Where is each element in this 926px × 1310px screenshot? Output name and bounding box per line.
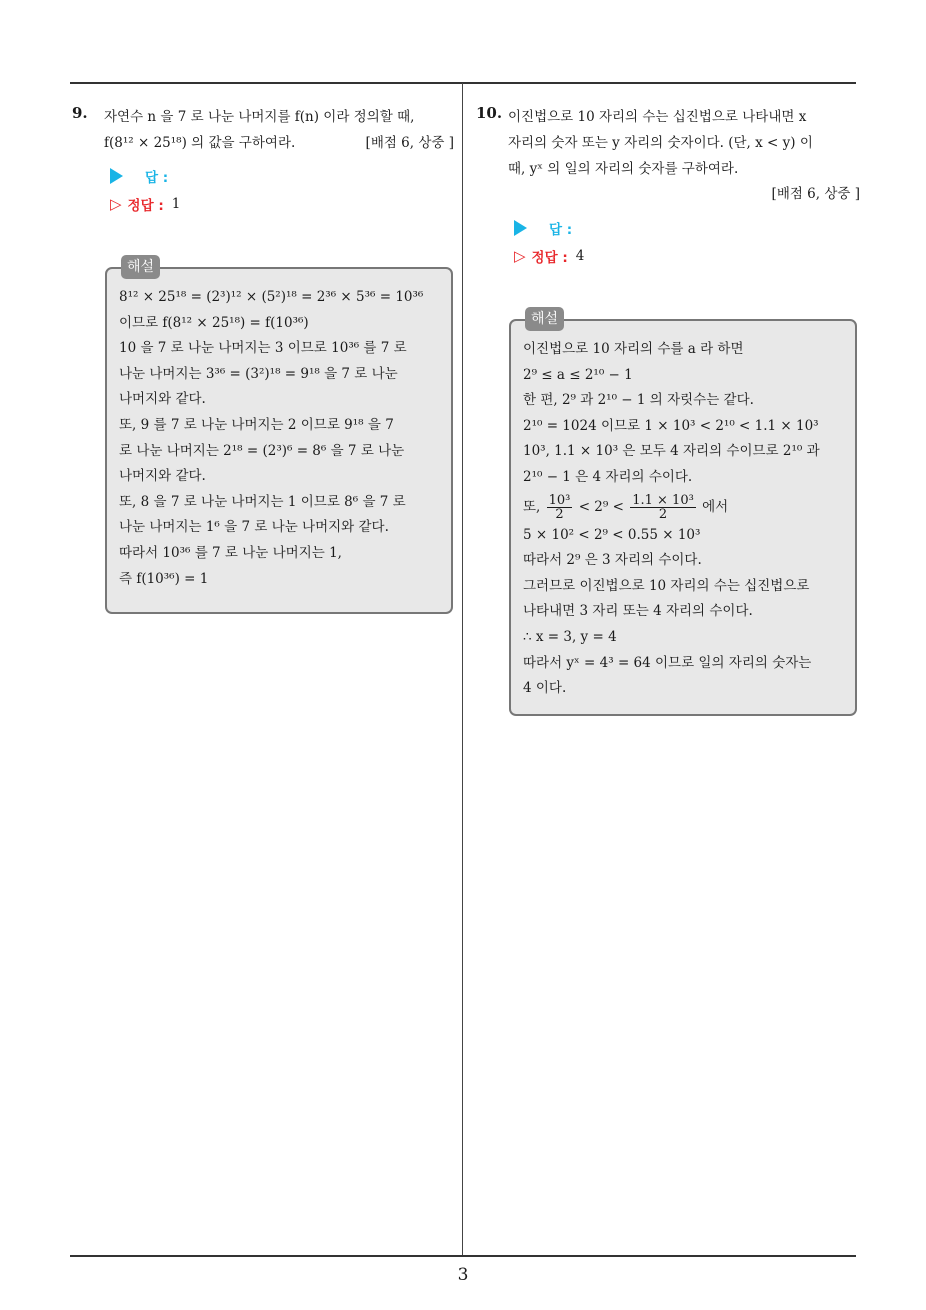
- fraction-line: [523, 491, 843, 523]
- question-line: 자연수 n 을 7 로 나눈 나머지를 f(n) 이라 정의할 때,: [104, 109, 415, 125]
- score-label: [배점 6, 상중 ]: [771, 186, 860, 202]
- triangle-play-icon: [514, 220, 527, 236]
- question-line: [104, 130, 454, 156]
- correct-value: 4: [575, 248, 585, 264]
- question-text: [104, 104, 454, 156]
- answer-label: 답 :: [549, 222, 573, 238]
- question-9: [72, 104, 454, 218]
- solution-line: 따라서 2⁹ 은 3 자리의 수이다.: [523, 552, 702, 569]
- solution-tag: 해설: [525, 307, 564, 331]
- solution-line: 나타내면 3 자리 또는 4 자리의 수이다.: [523, 603, 753, 620]
- question-line: 이진법으로 10 자리의 수는 십진법으로 나타내면 x: [508, 109, 807, 125]
- fraction-1-numerator: 10³: [548, 492, 571, 508]
- question-line: 자리의 숫자 또는 y 자리의 숫자이다. (단, x < y) 이: [508, 135, 813, 151]
- solution-line: 이진법으로 10 자리의 수를 a 라 하면: [523, 341, 744, 357]
- answer-label: 답 :: [145, 170, 169, 186]
- solution-line: 이므로 f(8¹² × 25¹⁸) = f(10³⁶): [119, 314, 309, 331]
- solution-line: 나머지와 같다.: [119, 391, 206, 408]
- solution-line: 한 편, 2⁹ 과 2¹⁰ − 1 의 자릿수는 같다.: [523, 392, 754, 409]
- solution-line: 즉 f(10³⁶) = 1: [119, 570, 209, 587]
- solution-tag: 해설: [121, 255, 160, 279]
- solution-line: 나눈 나머지는 3³⁶ = (3²)¹⁸ = 9¹⁸ 을 7 로 나눈: [119, 365, 398, 382]
- fraction-2-denominator: 2: [658, 506, 668, 522]
- correct-answer-row: [514, 242, 860, 270]
- solution-line: 2¹⁰ = 1024 이므로 1 × 10³ < 2¹⁰ < 1.1 × 10³: [523, 417, 819, 434]
- triangle-outline-icon: ▷: [514, 247, 526, 265]
- solution-line: 8¹² × 25¹⁸ = (2³)¹² × (5²)¹⁸ = 2³⁶ × 5³⁶ = 10³⁶: [119, 289, 424, 305]
- fraction-2-numerator: 1.1 × 10³: [632, 492, 694, 508]
- score-label: [배점 6, 상중 ]: [365, 135, 454, 151]
- question-line: 때, yˣ 의 일의 자리의 숫자를 구하여라.: [508, 161, 739, 177]
- question-10: [476, 104, 860, 270]
- solution-line: 따라서 10³⁶ 를 7 로 나눈 나머지는 1,: [119, 544, 342, 561]
- correct-answer-row: [110, 190, 454, 218]
- triangle-outline-icon: ▷: [110, 195, 122, 213]
- fraction-1-denominator: 2: [555, 506, 564, 522]
- answer-row: [110, 162, 454, 190]
- solution-line: 나머지와 같다.: [119, 468, 206, 485]
- page-number: 3: [457, 1265, 469, 1285]
- header-rule: [70, 82, 856, 84]
- question-text: [508, 104, 860, 182]
- triangle-play-icon: [110, 168, 123, 184]
- solution-line: 또, 9 를 7 로 나눈 나머지는 2 이므로 9¹⁸ 을 7: [119, 416, 394, 433]
- fraction-1: [547, 494, 573, 521]
- solution-line: 4 이다.: [523, 680, 567, 697]
- solution-box-9: [105, 259, 453, 614]
- footer-rule: [70, 1255, 856, 1257]
- solution-line: 10³, 1.1 × 10³ 은 모두 4 자리의 수이므로 2¹⁰ 과: [523, 443, 820, 460]
- fraction-suffix: 에서: [702, 498, 729, 515]
- fraction-2: [630, 494, 696, 521]
- solution-box-10: [509, 311, 857, 716]
- solution-line: 또, 8 을 7 로 나눈 나머지는 1 이므로 8⁶ 을 7 로: [119, 493, 406, 510]
- fraction-prefix: 또,: [523, 498, 541, 515]
- solution-line: 10 을 7 로 나눈 나머지는 3 이므로 10³⁶ 를 7 로: [119, 340, 407, 357]
- solution-line: 따라서 yˣ = 4³ = 64 이므로 일의 자리의 숫자는: [523, 654, 812, 671]
- solution-line: 2⁹ ≤ a ≤ 2¹⁰ − 1: [523, 366, 633, 383]
- question-number: 9.: [72, 104, 88, 122]
- correct-value: 1: [171, 196, 181, 212]
- column-divider: [462, 83, 463, 1255]
- correct-label: 정답 :: [127, 198, 164, 214]
- answer-row: [514, 214, 860, 242]
- solution-line: 로 나눈 나머지는 2¹⁸ = (2³)⁶ = 8⁶ 을 7 로 나눈: [119, 442, 405, 459]
- solution-line: 나눈 나머지는 1⁶ 을 7 로 나눈 나머지와 같다.: [119, 519, 389, 536]
- solution-line: 5 × 10² < 2⁹ < 0.55 × 10³: [523, 526, 701, 543]
- solution-line: 그러므로 이진법으로 10 자리의 수는 십진법으로: [523, 577, 810, 594]
- solution-line: 2¹⁰ − 1 은 4 자리의 수이다.: [523, 468, 693, 485]
- correct-label: 정답 :: [531, 250, 568, 266]
- fraction-middle: < 2⁹ <: [578, 498, 624, 515]
- question-line-2: f(8¹² × 25¹⁸) 의 값을 구하여라.: [104, 135, 296, 151]
- question-number: 10.: [476, 104, 503, 122]
- solution-line: ∴ x = 3, y = 4: [523, 628, 617, 645]
